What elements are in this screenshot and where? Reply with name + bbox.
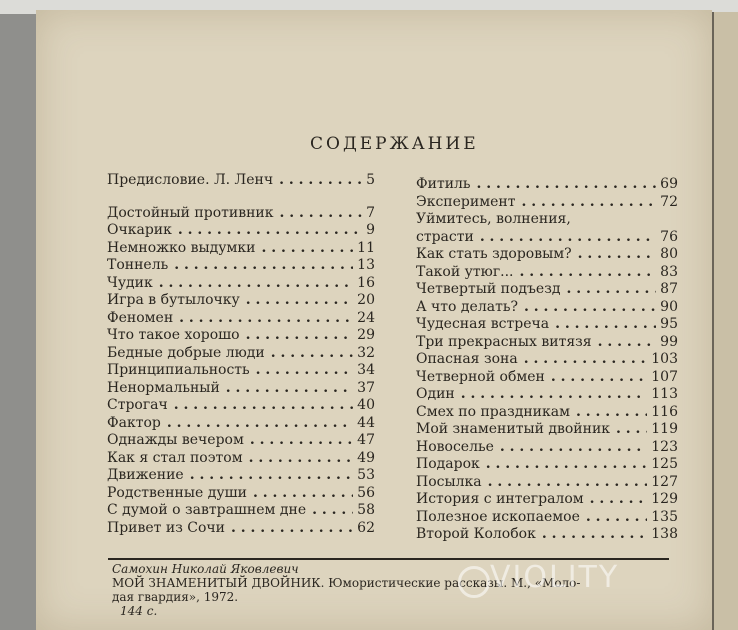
toc-leader-dots xyxy=(256,240,354,258)
toc-entry xyxy=(107,205,375,223)
toc-heading: СОДЕРЖАНИЕ xyxy=(310,134,479,154)
toc-entry-page: 32 xyxy=(357,344,375,361)
toc-leader-dots xyxy=(474,229,656,247)
toc-entry xyxy=(416,246,678,264)
toc-entry-page: 76 xyxy=(660,228,678,245)
toc-leader-dots xyxy=(545,369,647,387)
toc-leader-dots xyxy=(518,299,656,317)
toc-entry-page: 127 xyxy=(651,473,678,490)
toc-entry-title: Что такое хорошо xyxy=(107,327,240,343)
toc-entry-page: 72 xyxy=(660,193,678,210)
toc-entry-page: 56 xyxy=(357,484,375,501)
toc-leader-dots xyxy=(273,172,362,190)
toc-entry xyxy=(416,194,678,212)
toc-entry xyxy=(416,404,678,422)
colophon-title-line: МОЙ ЗНАМЕНИТЫЙ ДВОЙНИК. Юмористические рассказы. М., «Моло- xyxy=(112,576,581,590)
toc-right-column xyxy=(416,176,678,544)
toc-entry-page: 129 xyxy=(651,491,678,507)
toc-entry-title: Фитиль xyxy=(416,176,471,192)
toc-entry-title: Эксперимент xyxy=(416,193,516,210)
toc-leader-dots xyxy=(225,520,353,538)
toc-entry xyxy=(107,450,375,468)
toc-entry xyxy=(107,172,375,190)
toc-entry-page: 37 xyxy=(357,379,375,396)
toc-entry-title: Посылка xyxy=(416,473,482,490)
toc-entry-page: 7 xyxy=(366,204,375,221)
toc-leader-dots xyxy=(161,415,353,433)
toc-entry xyxy=(107,257,375,275)
toc-entry-page: 116 xyxy=(651,403,678,420)
toc-leader-dots xyxy=(153,275,353,293)
toc-leader-dots xyxy=(250,362,354,380)
toc-entry-title: Уймитесь, волнения, xyxy=(416,211,571,227)
toc-entry-title: Фактор xyxy=(107,414,161,431)
toc-leader-dots xyxy=(173,310,353,328)
toc-entry-title: Привет из Сочи xyxy=(107,519,226,536)
toc-leader-dots xyxy=(536,526,647,544)
toc-entry xyxy=(107,380,375,398)
toc-leader-dots xyxy=(560,281,656,299)
toc-entry-title: Подарок xyxy=(416,456,480,472)
toc-entry xyxy=(107,327,375,345)
toc-entry-title: Феномен xyxy=(107,309,174,326)
toc-leader-dots xyxy=(572,246,657,264)
toc-entry xyxy=(107,292,375,310)
toc-left-column xyxy=(107,172,375,537)
toc-entry-title: Немножко выдумки xyxy=(107,239,256,256)
toc-leader-dots xyxy=(243,450,354,468)
toc-entry-title: Новоселье xyxy=(416,438,494,455)
toc-entry-title: Четверной обмен xyxy=(416,368,545,385)
toc-entry xyxy=(416,264,678,282)
toc-entry-page: 83 xyxy=(660,263,678,280)
toc-entry-page: 49 xyxy=(357,449,375,466)
toc-leader-dots xyxy=(168,397,353,415)
toc-entry-title: Такой утюг... xyxy=(416,263,514,280)
toc-leader-dots xyxy=(168,257,353,275)
toc-entry-page: 20 xyxy=(357,292,375,308)
toc-entry xyxy=(416,334,678,352)
toc-entry-page: 16 xyxy=(357,274,375,291)
toc-entry-title: Второй Колобок xyxy=(416,526,536,542)
toc-entry xyxy=(107,222,375,240)
toc-entry xyxy=(416,229,678,247)
toc-entry-page: 11 xyxy=(357,239,375,256)
toc-leader-dots xyxy=(610,421,647,439)
toc-leader-dots xyxy=(592,334,657,352)
toc-entry-page: 9 xyxy=(366,222,375,238)
toc-entry-page: 87 xyxy=(660,281,678,297)
toc-entry-page: 62 xyxy=(357,519,375,536)
toc-leader-dots xyxy=(515,194,656,212)
toc-entry-title: С думой о завтрашнем дне xyxy=(107,502,307,518)
toc-entry-title: Чудесная встреча xyxy=(416,316,550,332)
toc-entry-title: Родственные души xyxy=(107,484,247,501)
toc-entry-title: Тоннель xyxy=(107,257,169,273)
toc-entry-title: История с интегралом xyxy=(416,491,584,507)
toc-entry xyxy=(416,316,678,334)
toc-leader-dots xyxy=(518,351,648,369)
toc-entry-title: страсти xyxy=(416,228,474,245)
toc-entry xyxy=(107,362,375,380)
toc-entry xyxy=(107,415,375,433)
toc-leader-dots xyxy=(480,456,648,474)
toc-entry xyxy=(416,526,678,544)
colophon-author: Самохин Николай Яковлевич xyxy=(112,562,299,576)
toc-entry xyxy=(107,345,375,363)
toc-entry xyxy=(416,491,678,509)
toc-entry xyxy=(416,509,678,527)
colophon-publisher-line: дая гвардия», 1972. xyxy=(112,590,239,604)
toc-entry xyxy=(416,299,678,317)
toc-entry-title: Ненормальный xyxy=(107,379,220,396)
watermark-text: VIOLITY xyxy=(490,560,620,595)
toc-entry-title: Очкарик xyxy=(107,222,172,238)
toc-entry xyxy=(416,176,678,194)
toc-leader-dots xyxy=(570,404,647,422)
toc-entry-title: Принципиальность xyxy=(107,362,250,378)
toc-entry-title: Строгач xyxy=(107,397,168,413)
toc-entry-title: Полезное ископаемое xyxy=(416,508,580,525)
toc-entry xyxy=(416,211,678,229)
toc-leader-dots xyxy=(584,491,648,509)
toc-entry-title: Один xyxy=(416,386,455,402)
toc-leader-dots xyxy=(482,474,648,492)
toc-entry xyxy=(416,281,678,299)
toc-leader-dots xyxy=(274,205,363,223)
toc-entry-page: 47 xyxy=(357,432,375,448)
toc-entry xyxy=(107,275,375,293)
toc-entry-title: Четвертый подъезд xyxy=(416,281,561,297)
toc-entry xyxy=(416,386,678,404)
toc-entry-title: Движение xyxy=(107,467,184,483)
toc-entry-page: 103 xyxy=(651,351,678,367)
toc-leader-dots xyxy=(172,222,362,240)
toc-entry-title: Достойный противник xyxy=(107,204,274,221)
toc-leader-dots xyxy=(580,509,647,527)
toc-entry-title: Чудик xyxy=(107,274,153,291)
toc-entry xyxy=(416,474,678,492)
toc-leader-dots xyxy=(514,264,657,282)
toc-entry-page: 53 xyxy=(357,467,375,483)
toc-entry xyxy=(416,369,678,387)
toc-entry xyxy=(416,456,678,474)
toc-entry xyxy=(416,439,678,457)
toc-entry-page: 40 xyxy=(357,397,375,413)
toc-entry-title: Опасная зона xyxy=(416,351,518,367)
toc-entry-page: 113 xyxy=(651,386,678,402)
toc-entry xyxy=(416,351,678,369)
toc-entry-page: 69 xyxy=(660,176,678,192)
toc-entry-page: 95 xyxy=(660,316,678,332)
toc-entry-title: А что делать? xyxy=(416,298,518,315)
toc-entry-page: 135 xyxy=(651,508,678,525)
toc-entry xyxy=(107,520,375,538)
toc-entry-title: Как я стал поэтом xyxy=(107,449,243,466)
toc-leader-dots xyxy=(247,485,353,503)
colophon-pages: 144 с. xyxy=(120,604,158,618)
toc-entry-title: Игра в бутылочку xyxy=(107,292,240,308)
toc-entry-page: 80 xyxy=(660,246,678,262)
toc-leader-dots xyxy=(240,292,353,310)
toc-entry-page: 99 xyxy=(660,333,678,350)
toc-leader-dots xyxy=(184,467,353,485)
toc-entry-title: Бедные добрые люди xyxy=(107,344,265,361)
toc-leader-dots xyxy=(549,316,656,334)
toc-entry-title: Три прекрасных витязя xyxy=(416,333,592,350)
toc-leader-dots xyxy=(494,439,647,457)
toc-entry-title: Мой знаменитый двойник xyxy=(416,421,611,437)
toc-entry xyxy=(416,421,678,439)
watermark-icon xyxy=(458,566,490,598)
toc-entry xyxy=(107,240,375,258)
toc-entry-title: Однажды вечером xyxy=(107,432,244,448)
toc-entry-title: Предисловие. Л. Ленч xyxy=(107,172,274,188)
toc-leader-dots xyxy=(244,432,353,450)
toc-entry xyxy=(107,432,375,450)
toc-leader-dots xyxy=(455,386,648,404)
toc-entry xyxy=(107,397,375,415)
toc-leader-dots xyxy=(220,380,353,398)
toc-entry xyxy=(107,485,375,503)
toc-leader-dots xyxy=(265,345,353,363)
toc-leader-dots xyxy=(471,176,657,194)
toc-entry xyxy=(107,467,375,485)
toc-entry-page: 13 xyxy=(357,257,375,273)
toc-entry-page: 5 xyxy=(366,172,375,188)
toc-entry-page: 24 xyxy=(357,309,375,326)
toc-entry-page: 119 xyxy=(651,421,678,437)
toc-entry-page: 29 xyxy=(357,327,375,343)
toc-entry-title: Смех по праздникам xyxy=(416,403,570,420)
toc-leader-dots xyxy=(306,502,353,520)
toc-entry-page: 44 xyxy=(357,414,375,431)
toc-entry-page: 90 xyxy=(660,298,678,315)
toc-entry-page: 138 xyxy=(651,526,678,542)
toc-entry xyxy=(107,502,375,520)
page-edge xyxy=(712,12,738,630)
toc-gap xyxy=(107,190,375,205)
toc-entry-page: 107 xyxy=(651,368,678,385)
toc-entry-page: 125 xyxy=(651,456,678,472)
toc-entry-page: 58 xyxy=(357,502,375,518)
toc-entry-title: Как стать здоровым? xyxy=(416,246,572,262)
toc-leader-dots xyxy=(240,327,354,345)
toc-entry-page: 123 xyxy=(651,438,678,455)
toc-entry-page: 34 xyxy=(357,362,375,378)
toc-entry xyxy=(107,310,375,328)
